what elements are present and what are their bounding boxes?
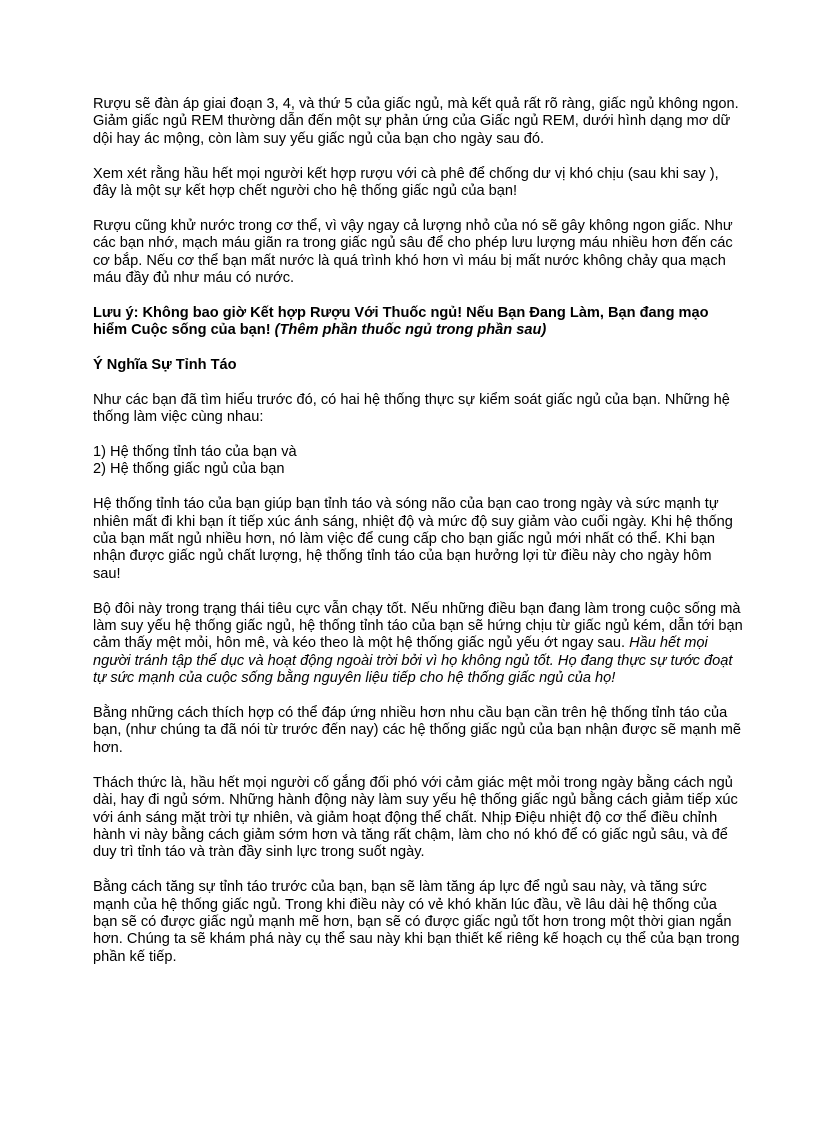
warning-note-bold: Lưu ý: Không bao giờ Kết hợp Rượu Với Thuốc ngủ! Nếu Bạn Đang Làm, Bạn đang mạo hiểm Cuộc sống của bạn!	[93, 304, 709, 339]
systems-list	[93, 444, 743, 479]
paragraph-dehydration: Rượu cũng khử nước trong cơ thể, vì vậy ngay cả lượng nhỏ của nó sẽ gây không ngon giấc. Như các bạn nhớ, mạch máu giãn ra trong giấc ngủ sâu để cho phép lưu lượng máu nhiều hơn đến các cơ bắp. Nếu cơ thể bạn mất nước là quá trình khó hơn vì máu bị mất nước không chảy qua mạch máu đầy đủ như máu có nước.	[93, 217, 733, 287]
warning-note	[93, 305, 743, 340]
paragraph-challenge: Thách thức là, hầu hết mọi người cố gắng đối phó với cảm giác mệt mỏi trong ngày bằng cách ngủ dài, hay đi ngủ sớm. Những hành động này làm suy yếu hệ thống giấc ngủ bằng cách giảm tiếp xúc với ánh sáng mặt trời tự nhiên, và giảm hoạt động thể chất. Nhịp Điệu nhiệt độ cơ thể điều chỉnh hành vi này bằng cách giảm sớm hơn và tăng rất chậm, làm cho nó khó để có giấc ngủ sâu, và để duy trì tỉnh táo và tràn đầy sinh lực trong suốt ngày.	[93, 774, 738, 861]
warning-note-italic: (Thêm phần thuốc ngủ trong phần sau)	[274, 322, 547, 339]
paragraph-alertness-system: Hệ thống tỉnh táo của bạn giúp bạn tỉnh táo và sóng não của bạn cao trong ngày và sức mạnh tự nhiên mất đi khi bạn ít tiếp xúc ánh sáng, nhiệt độ và mức độ suy giảm vào cuối ngày. Khi hệ thống của bạn mất ngủ nhiều hơn, nó làm việc để cung cấp cho bạn giấc ngủ mới nhất có thể. Khi bạn nhận được giấc ngủ chất lượng, hệ thống tỉnh táo của bạn hưởng lợi từ điều này cho ngày hôm sau!	[93, 496, 733, 582]
paragraph-alcohol-coffee: Xem xét rằng hầu hết mọi người kết hợp rượu với cà phê để chống dư vị khó chịu (sau khi say ), đây là một sự kết hợp chết người cho hệ thống giấc ngủ của bạn!	[93, 165, 719, 200]
list-item: 1) Hệ thống tỉnh táo của bạn và	[93, 444, 297, 461]
section-heading: Ý Nghĩa Sự Tỉnh Táo	[93, 357, 237, 374]
paragraph-negative-cycle-text: Bộ đôi này trong trạng thái tiêu cực vẫn chạy tốt. Nếu những điều bạn đang làm trong cuộc sống mà làm suy yếu hệ thống giấc ngủ, hệ thống tỉnh táo của bạn sẽ hứng chịu từ giấc ngủ kém, dẫn tới bạn cảm thấy mệt mỏi, hôn mê, và kéo theo là một hệ thống giấc ngủ yếu ớt ngay sau.	[93, 600, 743, 652]
paragraph-negative-cycle	[93, 601, 743, 688]
paragraph-negative-cycle-italic: Hầu hết mọi người tránh tập thể dục và hoạt động ngoài trời bởi vì họ không ngủ tốt. Họ đang thực sự tước đoạt tự sức mạnh của cuộc sống bằng nguyên liệu tiếp cho hệ thống giấc ngủ của họ!	[93, 635, 733, 687]
paragraph-alcohol-sleep-stages: Rượu sẽ đàn áp giai đoạn 3, 4, và thứ 5 của giấc ngủ, mà kết quả rất rõ ràng, giấc ngủ không ngon. Giảm giấc ngủ REM thường dẫn đến một sự phản ứng của Giấc ngủ REM, dưới hình dạng mơ dữ dội hay ác mộng, còn làm suy yếu giấc ngủ của bạn cho ngày sau đó.	[93, 96, 739, 147]
paragraph-stronger-sleep: Bằng những cách thích hợp có thể đáp ứng nhiều hơn nhu cầu bạn cần trên hệ thống tỉnh táo của bạn, (như chúng ta đã nói từ trước đến nay) các hệ thống giấc ngủ của bạn nhận được sẽ mạnh mẽ hơn.	[93, 705, 742, 756]
paragraph-two-systems: Như các bạn đã tìm hiểu trước đó, có hai hệ thống thực sự kiểm soát giấc ngủ của bạn. Những hệ thống làm việc cùng nhau:	[93, 391, 730, 426]
list-item: 2) Hệ thống giấc ngủ của bạn	[93, 461, 285, 478]
document-page	[93, 96, 743, 984]
paragraph-increase-alertness: Bằng cách tăng sự tỉnh táo trước của bạn, bạn sẽ làm tăng áp lực để ngủ sau này, và tăng sức mạnh của hệ thống giấc ngủ. Trong khi điều này có vẻ khó khăn lúc đầu, về lâu dài hệ thống của bạn sẽ có được giấc ngủ mạnh mẽ hơn, bạn sẽ có được giấc ngủ tốt hơn trong một thời gian ngắn hơn. Chúng ta sẽ khám phá này cụ thể sau này khi bạn thiết kế riêng kế hoạch cụ thể của bạn trong phần kế tiếp.	[93, 879, 740, 965]
